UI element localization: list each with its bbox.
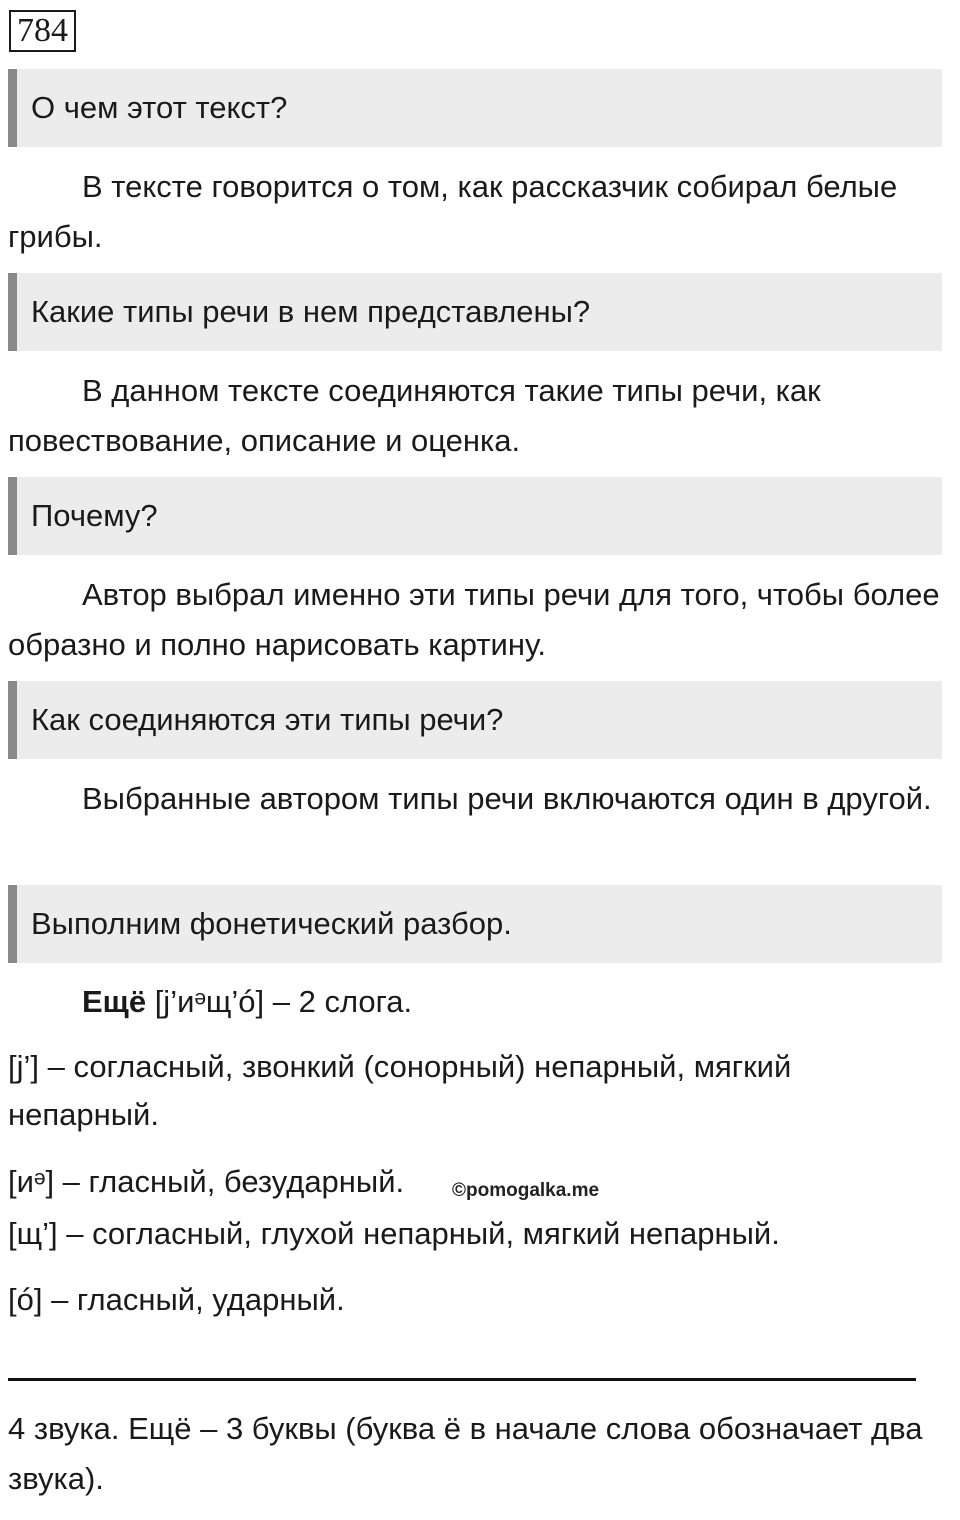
exercise-number: 784 xyxy=(9,10,76,52)
sound-3: [щ’] – согласный, глухой непарный, мягкий непарный. xyxy=(8,1216,780,1251)
phonetic-transcription: [j’иᵊщ’ó] – 2 слога. xyxy=(146,984,413,1019)
sound-2: [иᵊ] – гласный, безударный. xyxy=(8,1164,405,1199)
question-2: Какие типы речи в нем представлены? xyxy=(8,273,942,351)
watermark: ©pomogalka.me xyxy=(452,1180,600,1201)
question-1: О чем этот текст? xyxy=(8,69,942,147)
sound-4: [ó] – гласный, ударный. xyxy=(8,1282,345,1317)
answer-1: В тексте говорится о том, как рассказчик собирал белые грибы. xyxy=(8,169,898,254)
question-3: Почему? xyxy=(8,477,942,555)
answer-4: Выбранные автором типы речи включаются один в другой. xyxy=(82,781,932,816)
sound-1: [j’] – согласный, звонкий (сонорный) непарный, мягкий непарный. xyxy=(8,1049,792,1132)
phonetic-word: Ещё xyxy=(82,984,147,1019)
answer-2: В данном тексте соединяются такие типы речи, как повествование, описание и оценка. xyxy=(8,373,821,458)
divider-line xyxy=(8,1378,916,1381)
question-4: Как соединяются эти типы речи? xyxy=(8,681,942,759)
answer-3: Автор выбрал именно эти типы речи для того, чтобы более образно и полно нарисовать картину. xyxy=(8,577,940,662)
question-5: Выполним фонетический разбор. xyxy=(8,885,942,963)
phonetic-summary: 4 звука. Ещё – 3 буквы (буква ё в начале слова обозначает два звука). xyxy=(8,1411,923,1496)
phonetic-transcription-line xyxy=(82,977,412,1027)
